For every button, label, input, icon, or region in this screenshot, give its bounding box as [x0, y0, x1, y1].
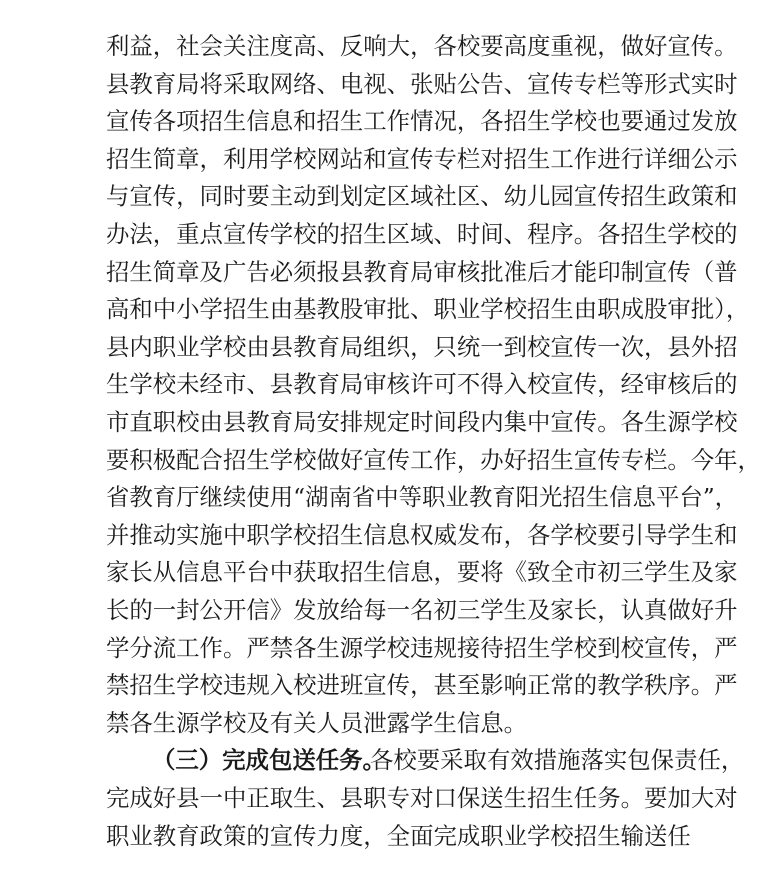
- paragraph-line: 各校要采取有效措施落实包保责任，: [370, 746, 745, 774]
- paragraph-line: 利益，社会关注度高、反响大，各校要高度重视，做好宣传。: [106, 32, 738, 60]
- paragraph-line: 县内职业学校由县教育局组织，只统一到校宣传一次，县外招: [106, 333, 738, 361]
- paragraph-line: 与宣传，同时要主动到划定区域社区、幼儿园宣传招生政策和: [106, 182, 738, 210]
- paragraph-line: 宣传各项招生信息和招生工作情况，各招生学校也要通过发放: [106, 107, 738, 135]
- paragraph-line: 招生简章及广告必须报县教育局审核批准后才能印制宣传（普: [106, 258, 738, 286]
- paragraph-line: 生学校未经市、县教育局审核许可不得入校宣传，经审核后的: [106, 370, 738, 398]
- paragraph-line: 家长从信息平台中获取招生信息，要将《致全市初三学生及家: [106, 558, 738, 586]
- paragraph-line: 办法，重点宣传学校的招生区域、时间、程序。各招生学校的: [106, 220, 738, 248]
- paragraph-line: 职业教育政策的宣传力度，全面完成职业学校招生输送任: [106, 822, 691, 850]
- paragraph-line: 完成好县一中正取生、县职专对口保送生招生任务。要加大对: [106, 784, 738, 812]
- paragraph-line: 县教育局将采取网络、电视、张贴公告、宣传专栏等形式实时: [106, 70, 738, 98]
- section-heading: （三）完成包送任务。: [152, 746, 386, 774]
- paragraph-line: 禁招生学校违规入校进班宣传，甚至影响正常的教学秩序。严: [106, 671, 738, 699]
- paragraph-line: 学分流工作。严禁各生源学校违规接待招生学校到校宣传，严: [106, 634, 738, 662]
- paragraph-line: 招生简章，利用学校网站和宣传专栏对招生工作进行详细公示: [106, 145, 738, 173]
- paragraph-line: 并推动实施中职学校招生信息权威发布，各学校要引导学生和: [106, 521, 738, 549]
- paragraph-line: 禁各生源学校及有关人员泄露学生信息。: [106, 709, 528, 737]
- paragraph-line: 要积极配合招生学校做好宣传工作，办好招生宣传专栏。今年，: [106, 446, 761, 474]
- paragraph-line: 高和中小学招生由基教股审批、职业学校招生由职成股审批），: [106, 295, 750, 323]
- paragraph-line: 长的一封公开信》发放给每一名初三学生及家长，认真做好升: [106, 596, 738, 624]
- paragraph-line: 市直职校由县教育局安排规定时间段内集中宣传。各生源学校: [106, 408, 738, 436]
- paragraph-line: 省教育厅继续使用“湖南省中等职业教育阳光招生信息平台”，: [106, 483, 739, 511]
